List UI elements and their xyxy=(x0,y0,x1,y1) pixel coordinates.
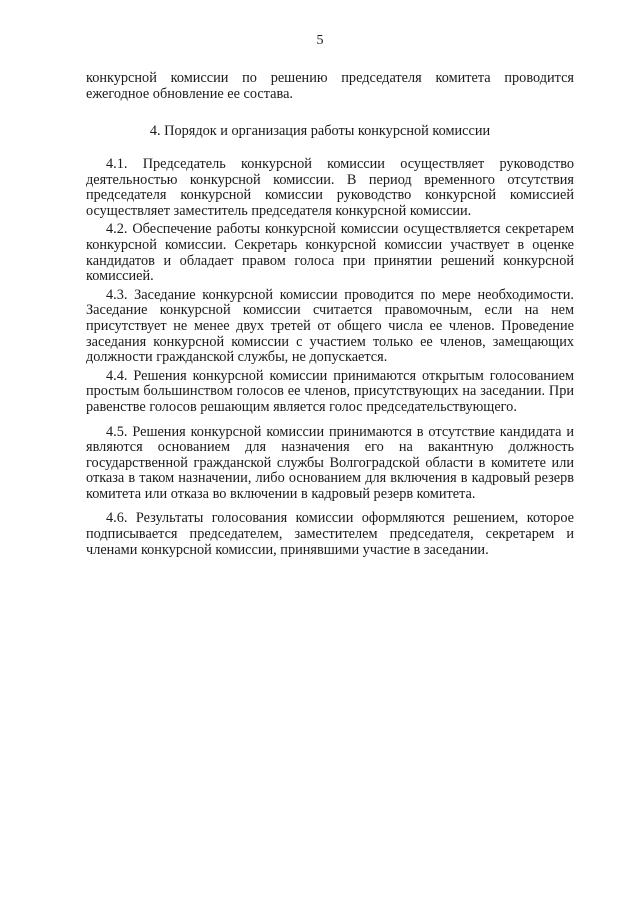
clause-4-6: 4.6. Результаты голосования комиссии оформляются решением, которое подписывается председателем, заместителем председателя, секретарем и членами конкурсной комиссии, принявшими участие в заседании. xyxy=(86,510,574,558)
section-heading: 4. Порядок и организация работы конкурсной комиссии xyxy=(149,123,491,139)
clause-4-3: 4.3. Заседание конкурсной комиссии проводится по мере необходимости. Заседание конкурсной комиссии считается правомочным, если на нем присутствует не менее двух третей от общего числа ее членов. Проведение заседания конкурсной комиссии с участием только ее членов, замещающих должности гражданской службы, не допускается. xyxy=(86,286,574,366)
intro-text: конкурсной комиссии по решению председателя комитета проводится ежегодное обновление ее состава. xyxy=(86,70,574,102)
page-number: 5 xyxy=(316,33,324,48)
clause-4-5: 4.5. Решения конкурсной комиссии принимаются в отсутствие кандидата и являются основанием для назначения его на вакантную должность государственной гражданской службы Волгоградской области в комитете или отказа в таком назначении, либо основанием для включения в кадровый резерв комитета или отказа во включении в кадровый резерв комитета. xyxy=(86,423,574,502)
clause-4-4: 4.4. Решения конкурсной комиссии принимаются открытым голосованием простым большинством голосов ее членов, присутствующих на заседании. При равенстве голосов решающим является голос председательствующего. xyxy=(86,367,574,415)
clause-4-1: 4.1. Председатель конкурсной комиссии осуществляет руководство деятельностью конкурсной комиссии. В период временного отсутствия председателя конкурсной комиссии руководство конкурсной комиссией осуществляет заместитель председателя конкурсной комиссии. xyxy=(86,156,574,219)
intro-paragraph xyxy=(86,64,574,102)
clauses-list xyxy=(86,157,574,558)
clause-4-2: 4.2. Обеспечение работы конкурсной комиссии осуществляется секретарем конкурсной комиссии. Секретарь конкурсной комиссии участвует в оценке кандидатов и обладает правом голоса при принятии решений конкурсной комиссией. xyxy=(86,221,574,285)
